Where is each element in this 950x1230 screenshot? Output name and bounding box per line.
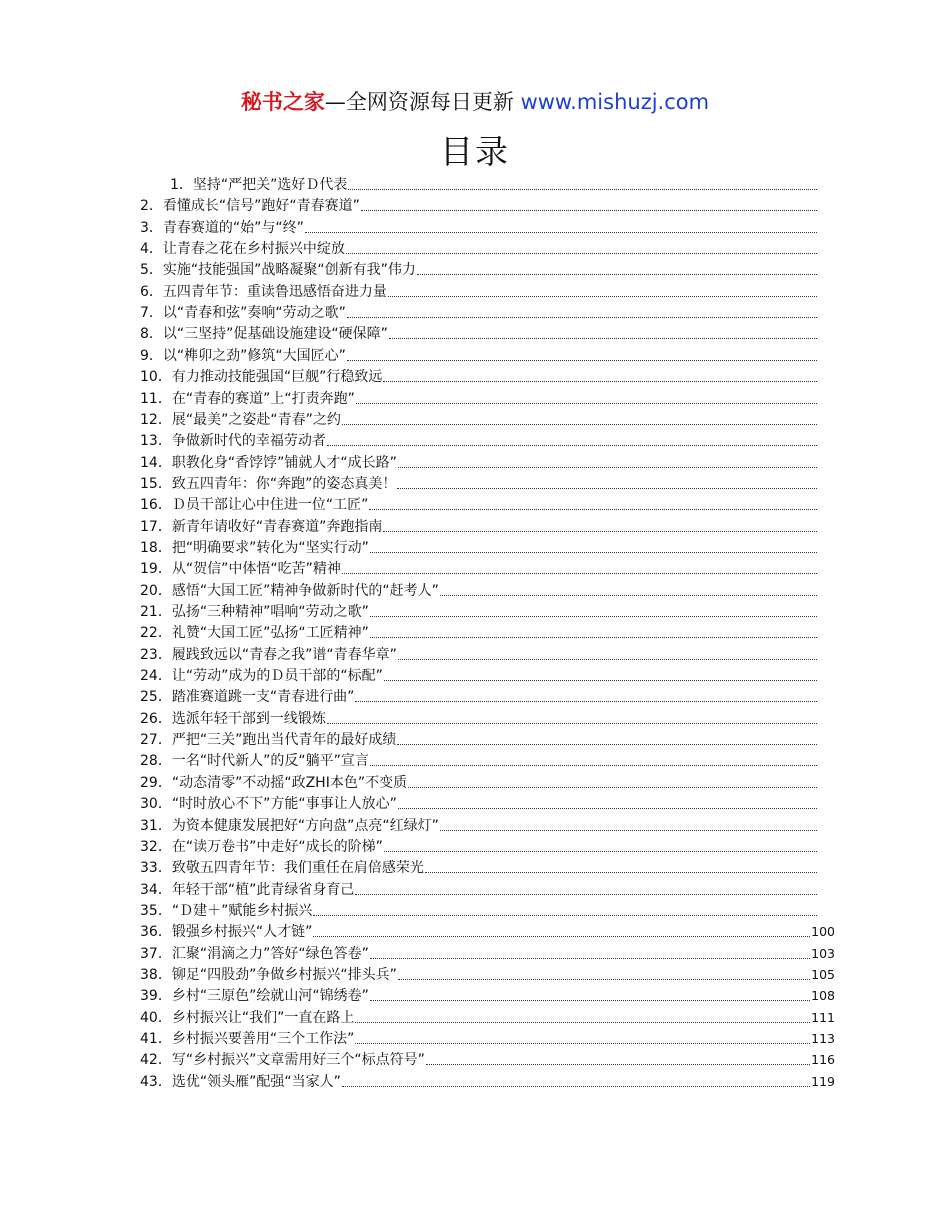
toc-entry[interactable] (140, 302, 818, 323)
toc-entry-page-number: 113 (811, 1031, 835, 1046)
toc-entry[interactable] (140, 815, 818, 836)
toc-entry-title: 25．踏准赛道跳一支“青春进行曲” (140, 689, 355, 706)
header-tagline: —全网资源每日更新 (324, 90, 521, 114)
toc-entry[interactable] (140, 366, 818, 387)
toc-dot-leader (313, 935, 810, 937)
toc-entry[interactable] (140, 516, 818, 537)
toc-entry-title: 8．以“三坚持”促基础设施建设“硬保障” (140, 326, 388, 343)
toc-entry[interactable] (140, 601, 818, 622)
toc-entry[interactable] (140, 1049, 835, 1070)
toc-entry[interactable] (140, 452, 818, 473)
toc-entry-title: 17．新青年请收好“青春赛道”奔跑指南 (140, 518, 383, 535)
toc-entry[interactable] (140, 985, 835, 1006)
toc-dot-leader (417, 273, 817, 275)
toc-entry[interactable] (140, 388, 818, 409)
toc-entry[interactable] (140, 900, 818, 921)
toc-entry[interactable] (140, 323, 818, 344)
toc-entry-title: 33．致敬五四青年节：我们重任在肩倍感荣光 (140, 860, 424, 877)
toc-entry[interactable] (140, 217, 818, 238)
toc-entry[interactable] (140, 558, 818, 579)
toc-entry[interactable] (140, 195, 818, 216)
toc-dot-leader (361, 209, 817, 211)
toc-dot-leader (347, 316, 817, 318)
toc-entry-title: 26．选派年轻干部到一线锻炼 (140, 710, 326, 727)
toc-dot-leader (370, 615, 817, 617)
toc-entry-page-number: 105 (811, 966, 835, 982)
toc-entry[interactable] (140, 537, 818, 558)
toc-entry[interactable] (140, 943, 835, 964)
toc-entry-title: 13．争做新时代的幸福劳动者 (140, 433, 326, 450)
toc-dot-leader (356, 402, 817, 404)
toc-entry-title: 12．展“最美”之姿赴“青春”之约 (140, 411, 341, 428)
toc-entry-page-number: 103 (811, 945, 835, 961)
toc-entry-title: 3．青春赛道的“始”与“终” (140, 219, 304, 236)
toc-dot-leader (348, 188, 817, 190)
toc-dot-leader (426, 1063, 810, 1065)
site-url-link[interactable]: www.mishuzj.com (520, 90, 710, 114)
toc-entry-title: 11．在“青春的赛道”上“打责奔跑” (140, 390, 355, 407)
toc-entry-title: 39．乡村“三原色”绘就山河“锦绣卷” (140, 988, 369, 1005)
toc-dot-leader (355, 893, 817, 895)
toc-dot-leader (398, 658, 817, 660)
toc-entry-title: 36．锻强乡村振兴“人才链” (140, 924, 313, 941)
toc-entry[interactable] (170, 174, 818, 195)
toc-dot-leader (398, 978, 810, 980)
toc-dot-leader (355, 1042, 810, 1044)
toc-dot-leader (355, 700, 817, 702)
toc-entry-title: 40．乡村振兴让“我们”一直在路上 (140, 1009, 355, 1026)
toc-entry-title: 1．坚持“严把关”选好Ｄ代表 (170, 177, 348, 193)
toc-dot-leader (383, 380, 817, 382)
toc-entry[interactable] (140, 281, 818, 302)
toc-entry[interactable] (140, 921, 835, 942)
toc-entry-title: 7．以“青春和弦”奏响“劳动之歌” (140, 305, 346, 322)
toc-entry-title: 28．一名“时代新人”的反“躺平”宣言 (140, 753, 369, 770)
toc-entry[interactable] (140, 580, 818, 601)
toc-entry[interactable] (140, 473, 818, 494)
toc-entry-title: 35．“Ｄ建＋”赋能乡村振兴 (140, 902, 313, 919)
toc-dot-leader (408, 786, 817, 788)
toc-dot-leader (397, 743, 817, 745)
toc-entry-title: 32．在“读万卷书”中走好“成长的阶梯” (140, 838, 383, 855)
toc-entry[interactable] (140, 964, 835, 985)
toc-entry[interactable] (140, 494, 818, 515)
toc-dot-leader (355, 1021, 810, 1023)
toc-entry-title: 21．弘扬“三种精神”唱响“劳动之歌” (140, 604, 369, 620)
toc-entry[interactable] (140, 238, 818, 259)
toc-dot-leader (369, 508, 817, 510)
toc-entry-title: 15．致五四青年：你“奔跑”的姿态真美！ (140, 475, 397, 492)
toc-dot-leader (397, 487, 817, 489)
toc-entry-title: 42．写“乡村振兴”文章需用好三个“标点符号” (140, 1052, 425, 1069)
toc-entry-page-number: 100 (811, 924, 835, 940)
toc-entry-title: 27．严把“三关”跑出当代青年的最好成绩 (140, 732, 397, 749)
toc-entry-title: 4．让青春之花在乡村振兴中绽放 (140, 241, 345, 258)
toc-entry[interactable] (140, 750, 818, 771)
toc-dot-leader (346, 252, 817, 254)
toc-entry[interactable] (140, 259, 818, 280)
toc-entry-title: 43．选优“领头雁”配强“当家人” (140, 1073, 341, 1090)
toc-entry-title: 41．乡村振兴要善用“三个工作法” (140, 1031, 355, 1047)
site-header (0, 88, 950, 116)
toc-entry-title: 5．实施“技能强国”战略凝聚“创新有我”伟力 (140, 262, 416, 279)
toc-entry[interactable] (140, 430, 818, 451)
toc-dot-leader (327, 444, 817, 446)
toc-entry-title: 38．铆足“四股劲”争做乡村振兴“排头兵” (140, 966, 397, 983)
toc-entry[interactable] (140, 1007, 835, 1028)
toc-dot-leader (347, 359, 817, 361)
toc-dot-leader (440, 594, 817, 596)
toc-dot-leader (384, 850, 817, 852)
toc-entry[interactable] (140, 622, 818, 643)
toc-entry-page-number: 119 (811, 1073, 835, 1089)
toc-entry-title: 31．为资本健康发展把好“方向盘”点亮“红绿灯” (140, 817, 439, 834)
toc-entry-title: 24．让“劳动”成为的Ｄ员干部的“标配” (140, 668, 383, 685)
toc-entry[interactable] (140, 879, 818, 900)
toc-entry-title: 37．汇聚“涓滴之力”答好“绿色答卷” (140, 945, 369, 962)
toc-dot-leader (383, 530, 817, 532)
toc-dot-leader (305, 231, 817, 233)
toc-dot-leader (384, 679, 817, 681)
toc-entry[interactable] (140, 409, 818, 430)
brand-name: 秘书之家 (240, 90, 325, 114)
toc-entry-page-number: 111 (811, 1009, 835, 1025)
toc-entry-title: 16．Ｄ员干部让心中住进一位“工匠” (140, 497, 369, 514)
toc-entry-title: 20．感悟“大国工匠”精神争做新时代的“赶考人” (140, 582, 439, 599)
toc-dot-leader (388, 295, 817, 297)
toc-entry[interactable] (140, 793, 818, 814)
toc-entry-title: 14．职教化身“香饽饽”铺就人才“成长路” (140, 454, 397, 471)
toc-dot-leader (389, 337, 817, 339)
toc-entry-page-number: 108 (811, 988, 835, 1004)
toc-entry[interactable] (140, 1071, 835, 1092)
toc-dot-leader (342, 572, 817, 574)
toc-entry-title: 18．把“明确要求”转化为“坚实行动” (140, 539, 369, 556)
toc-dot-leader (342, 1085, 810, 1087)
toc-entry-title: 22．礼赞“大国工匠”弘扬“工匠精神” (140, 625, 369, 642)
page-title: 目录 (440, 132, 510, 171)
toc-entry[interactable] (140, 345, 818, 366)
toc-entry[interactable] (140, 644, 818, 665)
toc-entry-title: 23．履践致远以“青春之我”谱“青春华章” (140, 646, 397, 663)
toc-dot-leader (370, 636, 817, 638)
toc-dot-leader (370, 957, 810, 959)
toc-entry-title: 19．从“贺信”中体悟“吃苦”精神 (140, 561, 341, 578)
toc-dot-leader (398, 807, 817, 809)
toc-dot-leader (327, 722, 817, 724)
toc-dot-leader (342, 423, 817, 425)
toc-entry[interactable] (140, 857, 818, 878)
toc-entry[interactable] (140, 708, 818, 729)
toc-entry[interactable] (140, 729, 818, 750)
toc-entry-title: 10．有力推动技能强国“巨舰”行稳致远 (140, 369, 383, 386)
toc-dot-leader (425, 871, 817, 873)
toc-entry[interactable] (140, 665, 818, 686)
toc-entry[interactable] (140, 1028, 835, 1049)
toc-entry-title: 34．年轻干部“植”此青绿省身育己 (140, 881, 355, 898)
toc-entry-page-number: 116 (811, 1052, 835, 1068)
toc-dot-leader (313, 914, 817, 916)
toc-entry-title: 6．五四青年节：重读鲁迅感悟奋进力量 (140, 283, 387, 300)
toc-dot-leader (370, 551, 817, 553)
toc-dot-leader (440, 829, 817, 831)
toc-entry[interactable] (140, 836, 818, 857)
toc-entry-title: 30．“时时放心不下”方能“事事让人放心” (140, 796, 397, 813)
toc-entry[interactable] (140, 686, 818, 707)
toc-entry-title: 2．看懂成长“信号”跑好“青春赛道” (140, 198, 360, 215)
toc-entry[interactable] (140, 772, 818, 793)
toc-entry-title: 29．“动态清零”不动摇“政ZHI本色”不变质 (140, 774, 408, 791)
toc-dot-leader (370, 999, 810, 1001)
toc-dot-leader (370, 764, 817, 766)
toc-entry-title: 9．以“榫卯之劲”修筑“大国匠心” (140, 347, 346, 364)
toc-dot-leader (398, 466, 817, 468)
